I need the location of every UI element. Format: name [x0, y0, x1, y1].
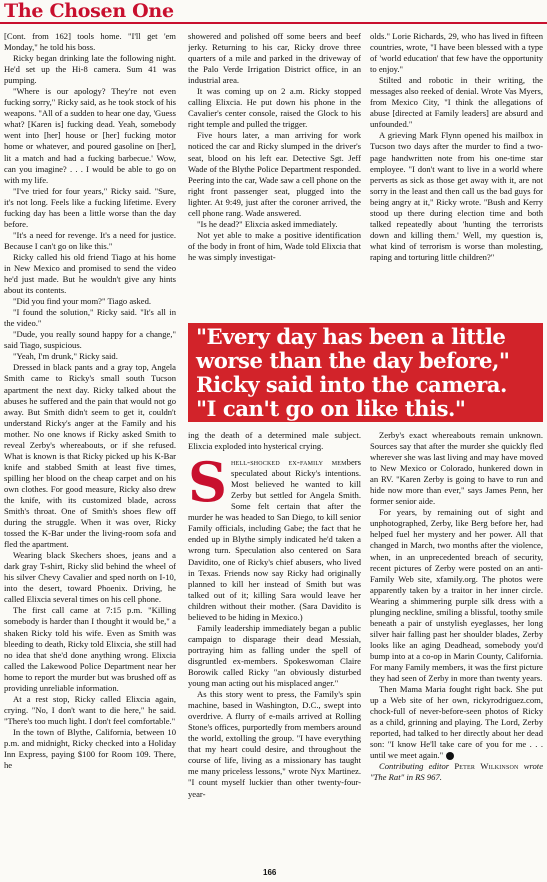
paragraph: "Is he dead?" Elixcia asked immediately. — [197, 218, 338, 229]
paragraph: Ricky began drinking late the following night. He'd set up the Hi-8 camera. Sum 41 was pumping. — [4, 53, 176, 86]
paragraph: Not yet able to make a positive identification of the body in front of him, Wade told Elixcia that he was simply investigat- — [188, 229, 361, 262]
dropcap-paragraph — [188, 450, 361, 623]
paragraph: In the town of Blythe, California, between 10 p.m. and midnight, Ricky checked into a Holiday Inn Express, paying $100 for Room 109. There, he — [4, 726, 176, 771]
paragraph: "Where is our apology? They're not even fucking sorry," Ricky said, as he took stock of his weapons. "All of a sudden to hear one day, 'Guess what? [Karen is] fucking dead. Yeah, somebody went into [her] house or [her] fucking motor home or whatever, and poured gasoline on [her], lit a match and had a fucking barbecue.' Wow, can you imagine? . . . I would be able to go on with my life. — [4, 86, 176, 185]
paragraph: [Cont. from 162] tools home. "I'll get 'em Monday," he told his boss. — [4, 31, 176, 53]
pull-quote-line: "I can't go on like this." — [196, 396, 466, 421]
paragraph: It was coming up on 2 a.m. Ricky stopped calling Elixcia. He put down his phone in the Cavalier's center console, raised the Glock to his right temple and pulled the trigger. — [188, 86, 361, 130]
column-2-top — [188, 31, 361, 321]
paragraph: A grieving Mark Flynn opened his mailbox in Tucson two days after the murder to find a two-page handwritten note from his one-time star employee. "I don't want to live in a world where perverts as sick as those get away with it, are not sorry in the least and then call us the bad guys for being angry at it," Ricky wrote. "Bush and Kerry stood up there during election time and both talked repeatedly about 'hunting the terrorists down and killing them.' Well, my question is, what kind of terrorism is worse than molesting, raping and torturing little children?" — [370, 130, 543, 262]
paragraph: Stilted and robotic in their writing, the messages also reeked of denial. Wrote Vas Myers, from Mexico City, "I think the allegations of abuse [directed at Family leaders] are absurd and unfounded." — [370, 75, 543, 130]
paragraph: For years, by remaining out of sight and unphotographed, Zerby, like Berg before her, had helped fuel her mystery and her power. All that changed in March, two months after the violence, when, in an unprecedented breach of security, recent pictures of Zerby were posted on an anti-Family Web site, xfamily.org. The photos were apparently taken by a traitor in her inner circle. Wearing a shimmering purple silk dress with a plunging neckline, smiling a blissful, toothy smile beneath a pair of unstylish eyeglasses, her long silver hair falling past her shoulder blades, Zerby looks like an aging Deadhead, somebody you'd bump into at a co-op in Marin County, California. For many Family members, it was the first picture they had seen of Zerby in more than twenty years. — [370, 507, 543, 684]
section-header — [0, 0, 547, 24]
pull-quote — [188, 323, 543, 422]
paragraph: At a rest stop, Ricky called Elixcia again, crying. "No, I don't want to die here," he said. "There's too much light. I don't feel comfortable." — [4, 693, 176, 726]
paragraph: As this story went to press, the Family's spin machine, based in Washington, D.C., swept into overdrive. A flurry of e-mails arrived at Rolling Stone's offices, purportedly from members around the world, extolling the group. "I have everything that my heart could desire, and throughout the course of life, living as a missionary has taught me many priceless lessons," wrote Nyx Martinez. "I count myself luckier than other twenty-four-year- — [188, 689, 361, 799]
credit-prefix: Contributing editor — [379, 761, 455, 772]
paragraph: "Did you find your mom?" Tiago asked. — [13, 296, 152, 307]
section-title: The Chosen One — [4, 0, 174, 22]
column-3-top — [370, 31, 543, 321]
paragraph: Wearing black Skechers shoes, jeans and a dark gray T-shirt, Ricky slid behind the wheel of his silver Chevy Cavalier and sped north on I-10, into the desert, toward Phoenix. Driving, he called Elixcia several times on his cell phone. — [4, 550, 176, 605]
column-3-bottom — [370, 430, 543, 861]
paragraph: ing the death of a determined male subject. Elixcia exploded into hysterical crying. — [188, 430, 361, 452]
paragraph: Dressed in black pants and a gray top, Angela Smith came to Ricky's small south Tucson apartment the next day. Ricky talked about the abuses he suffered and the pain that would not go away. But Smith didn't seem to get it, couldn't understand Ricky's anger at the Family and his mother. No one knows if Ricky asked Smith to reveal Zerby's whereabouts, or if she refused. What is known is that Ricky picked up his K-Bar knife and stabbed Smith at least five times, spilling her blood on the cheap carpet and on his own clothes. For good measure, Ricky also drew the knife, with its customized blade, across Smith's throat. One of Smith's shoes flew off during the struggle. When it was over, Ricky tossed the K-Bar under the living-room sofa and fled the apartment. — [4, 362, 176, 550]
paragraph — [370, 684, 543, 761]
pull-quote-line: worse than the day before," — [196, 348, 510, 373]
paragraph: "I've tried for four years," Ricky said. "Sure, it's not long. Feels like a fucking lifetime. Every fucking day has been a little worse than the day before. — [4, 185, 176, 229]
paragraph: olds." Lorie Richards, 29, who has lived in fifteen countries, wrote, "I have been blessed with a type of 'world education' that few have the opportunity to enjoy." — [370, 31, 543, 75]
page-number: 166 — [263, 868, 277, 877]
lead-in: hell-shocked ex-family mem — [231, 457, 347, 468]
pull-quote-line: "Every day has been a little — [196, 324, 506, 349]
paragraph: Ricky called his old friend Tiago at his home in New Mexico and promised to send the video he'd just made. But he wouldn't give any hints about its contents. — [4, 251, 176, 296]
drop-cap: S — [188, 450, 227, 515]
credit-suffix: wrote "The Rat" in RS 967. — [370, 761, 543, 783]
paragraph: "It's a need for revenge. It's a need for justice. Because I can't go on like this." — [4, 229, 176, 251]
paragraph: Zerby's exact whereabouts remain unknown. Sources say that after the murder she quickly fled wherever she was last living and may have moved to New Mexico or Colorado, hunkered down in an RV. "Karen Zerby is going to have to run and hide now more than ever," says James Penn, her former senior aide. — [370, 430, 543, 507]
paragraph: showered and polished off some beers and beef jerky. Returning to his car, Ricky drove three quarters of a mile and parked in the driveway of the Palo Verde Irrigation District office, in an industrial area. — [188, 31, 361, 86]
column-1 — [4, 31, 176, 861]
pull-quote-line: Ricky said into the camera. — [196, 372, 507, 397]
paragraph: Five hours later, a man arriving for work noticed the car and Ricky slumped in the driver's seat, blood on his left ear. Detective Sgt. Jeff Wade of the Blythe Police Department responded. Peering into the car, Wade saw a cell phone on the right front passenger seat, plugged into the lighter. At 9:49, just after the coroner arrived, the cell phone rang. Wade answered. — [188, 130, 361, 218]
end-mark-icon — [446, 752, 454, 760]
paragraph: "I found the solution," Ricky said. "It's all in the video." — [4, 307, 176, 329]
paragraph: Family leadership immediately began a public campaign to disparage their dead Messiah, portraying him as falling under the spell of disgruntled ex-members. Spokeswoman Claire Borowik called Ricky "an obviously disturbed young man acting out his misplaced anger." — [188, 622, 361, 689]
paragraph: The first call came at 7:15 p.m. "Killing somebody is harder than I thought it would be," a shaken Ricky told his wife. Even as Smith was bleeding to death, Ricky told Elixcia, she still had no idea that she'd done anything wrong. Elixcia called the Lakewood Police Department near her home to report the murder but was brushed off as providing unreliable information. — [4, 605, 176, 693]
paragraph-text: bers speculated about Ricky's intentions. Most believed he wanted to kill Zerby but settled for Angela Smith. Some felt certain that after the murder he was headed to San Diego, to kill senior Family officials, including Gabe; the fact that he ended up in Blythe simply indicated he'd taken a wrong turn. Speculation also centered on Sara Davidito, one of Ricky's chief abusers, who lived in Texas. Friends now say Ricky had originally planned to kill her instead of Smith but was talked out of it; killing Sara would leave her children without their mother. (Sara Davidito is believed to be hiding in Mexico.) — [188, 457, 361, 622]
paragraph: "Yeah, I'm drunk," Ricky said. — [13, 351, 118, 362]
paragraph-text: Then Mama Maria fought right back. She put up a Web site of her own, rickyrodriguez.com, chock-full of never-before-seen photos of Ricky as a child, grinning and playing. The Lord, Zerby reported, had talked to her directly about her dead son: "I know He'll take care of you for me . . . until we meet again." — [370, 684, 543, 761]
contributor-credit — [370, 761, 543, 783]
column-2-bottom — [188, 430, 361, 861]
credit-name: Peter Wilkinson — [454, 761, 519, 772]
header-rule — [0, 22, 547, 24]
paragraph: "Dude, you really sound happy for a change," said Tiago, suspicious. — [4, 329, 176, 351]
